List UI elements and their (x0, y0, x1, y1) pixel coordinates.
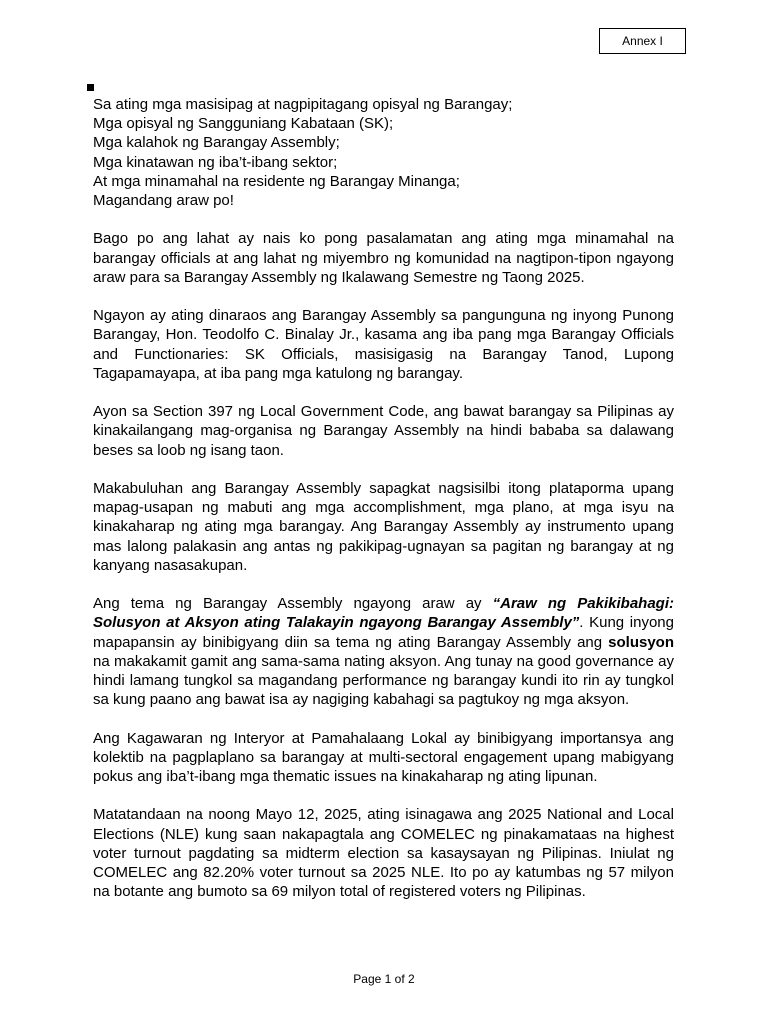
paragraph-elections: Matatandaan na noong Mayo 12, 2025, ating isinagawa ang 2025 National and Local Elections (NLE) kung saan nakapagtala ang COMELEC ng pinakamataas na highest voter turnout pagdating sa midterm election sa kasaysayan ng Pilipinas. Iniulat ng COMELEC ang 82.20% voter turnout sa 2025 NLE. Ito po ay katumbas ng 57 milyon na botante ang bumoto sa 69 milyon total of registered voters ng Pilipinas. (93, 806, 674, 901)
theme-keyword: solusyon (608, 633, 674, 651)
salutation-line: Magandang araw po! (93, 192, 234, 210)
paragraph-significance: Makabuluhan ang Barangay Assembly sapagkat nagsisilbi itong plataporma upang mapag-usapan ng mabuti ang mga accomplishment, mga plano, at mga isyu na kinakaharap ng ating mga barangay. Ang Barangay Assembly ay instrumento upang mas lalong palakasin ang antas ng pakikipag-ugnayan sa pagitan ng barangay at ng kanyang nasasakupan. (93, 480, 674, 574)
theme-intro: Ang tema ng Barangay Assembly ngayong araw ay (93, 595, 493, 613)
document-body (93, 95, 674, 901)
salutation-line: At mga minamahal na residente ng Barangay Minanga; (93, 172, 460, 190)
salutation-line: Mga opisyal ng Sangguniang Kabataan (SK); (93, 115, 394, 133)
bullet-marker (87, 84, 94, 91)
theme-mid: . Kung inyong mapapansin ay binibigyang diin sa tema ng ating Barangay Assembly ang (93, 614, 674, 651)
salutation-line: Mga kalahok ng Barangay Assembly; (93, 134, 340, 152)
theme-title: “Araw ng Pakikibahagi: Solusyon at Aksyon ating Talakayin ngayong Barangay Assembly” (93, 595, 674, 632)
page-number: Page 1 of 2 (353, 972, 415, 986)
annex-label: Annex I (622, 34, 663, 48)
salutation-block (93, 95, 674, 210)
annex-label-box (599, 28, 686, 54)
paragraph-gratitude: Bago po ang lahat ay nais ko pong pasalamatan ang ating mga minamahal na barangay officials at ang lahat ng miyembro ng komunidad na nagtipon-tipon ngayong araw para sa Barangay Assembly ng Ikalawang Semestre ng Taong 2025. (93, 230, 674, 286)
salutation-line: Mga kinatawan ng iba’t-ibang sektor; (93, 153, 338, 171)
paragraph-legal-basis: Ayon sa Section 397 ng Local Government Code, ang bawat barangay sa Pilipinas ay kinakailangang mag-organisa ng Barangay Assembly na hindi bababa sa dalawang beses sa loob ng isang taon. (93, 403, 674, 459)
paragraph-theme (93, 594, 674, 709)
paragraph-dilg: Ang Kagawaran ng Interyor at Pamahalaang Lokal ay binibigyang importansya ang kolektib na pagplaplano sa barangay at multi-sectoral engagement upang mabigyang pokus ang iba’t-ibang mga thematic issues na kinakaharap ng ating lipunan. (93, 729, 674, 786)
paragraph-officials: Ngayon ay ating dinaraos ang Barangay Assembly sa pangunguna ng inyong Punong Barangay, Hon. Teodolfo C. Binalay Jr., kasama ang iba pang mga Barangay Officials and Functionaries: SK Officials, masisigasig na Barangay Tanod, Lupong Tagapamayapa, at iba pang mga katulong ng barangay. (93, 307, 674, 382)
salutation-line: Sa ating mga masisipag at nagpipitagang opisyal ng Barangay; (93, 96, 513, 113)
theme-rest: na makakamit gamit ang sama-sama nating aksyon. Ang tunay na good governance ay hindi lamang tungkol sa magandang performance ng barangay kundi ito rin ay tungkol sa kung paano ang bawat isa ay nagiging kabahagi sa pagtukoy ng mga aksyon. (93, 652, 674, 709)
